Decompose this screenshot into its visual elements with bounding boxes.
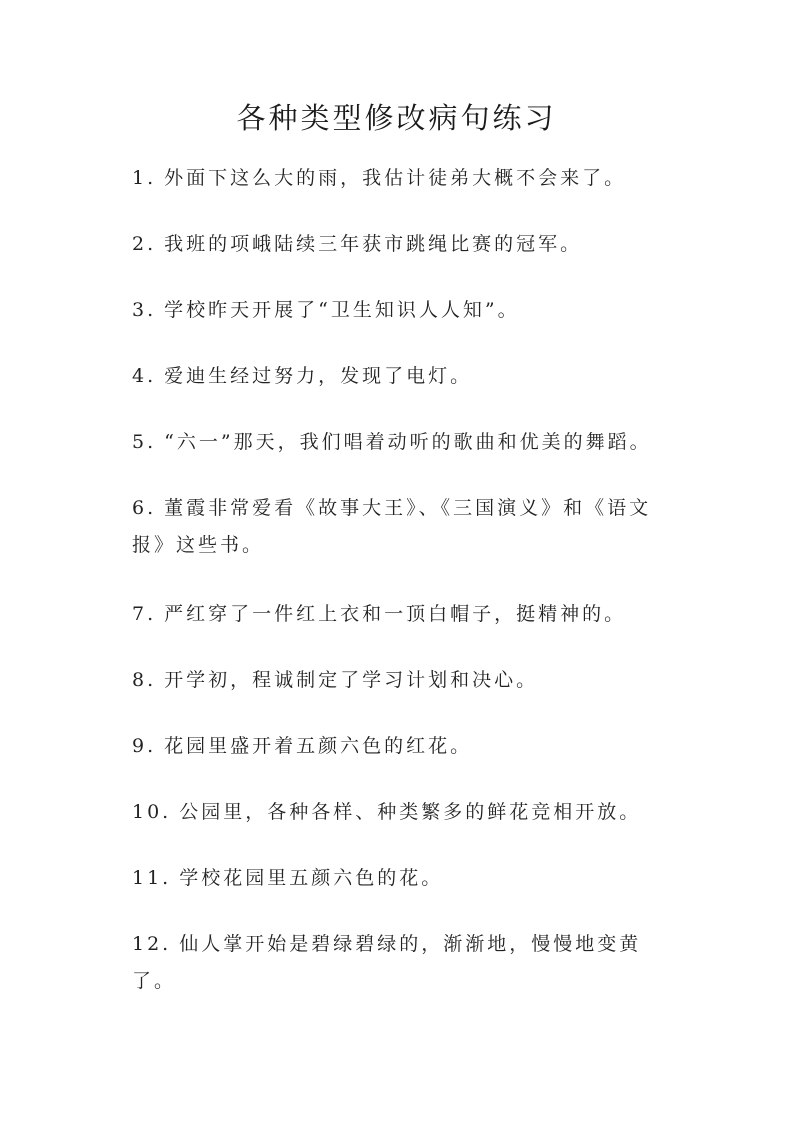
question-number: 10.: [132, 801, 172, 823]
question-text: “六一”那天，我们唱着动听的歌曲和优美的舞蹈。: [164, 431, 652, 453]
question-number: 2.: [132, 233, 157, 255]
question-item: [132, 424, 672, 461]
question-item: [132, 358, 672, 395]
question-item: [132, 662, 672, 699]
question-item: [132, 926, 672, 1000]
question-text: 公园里，各种各样、种类繁多的鲜花竞相开放。: [179, 801, 642, 823]
question-number: 4.: [132, 365, 157, 387]
question-text: 学校昨天开展了“卫生知识人人知”。: [164, 299, 520, 321]
question-text: 爱迪生经过努力，发现了电灯。: [164, 365, 473, 387]
question-text: 学校花园里五颜六色的花。: [179, 867, 444, 889]
question-item: [132, 490, 672, 564]
question-item: [132, 860, 672, 897]
question-text: 我班的项峨陆续三年获市跳绳比赛的冠军。: [164, 233, 583, 255]
question-item: [132, 292, 672, 329]
question-item: [132, 596, 672, 633]
question-text: 严红穿了一件红上衣和一顶白帽子，挺精神的。: [164, 603, 627, 625]
question-number: 11.: [132, 867, 172, 889]
question-number: 8.: [132, 669, 157, 691]
question-text: 开学初，程诚制定了学习计划和决心。: [164, 669, 539, 691]
question-item: [132, 794, 672, 831]
question-number: 6.: [132, 497, 157, 519]
question-number: 3.: [132, 299, 157, 321]
question-number: 5.: [132, 431, 157, 453]
question-text: 董霞非常爱看《故事大王》、《三国演义》和《语文报》这些书。: [132, 497, 652, 556]
question-number: 12.: [132, 933, 172, 955]
question-text: 外面下这么大的雨，我估计徒弟大概不会来了。: [164, 167, 627, 189]
question-number: 9.: [132, 735, 157, 757]
question-number: 1.: [132, 167, 157, 189]
question-text: 仙人掌开始是碧绿碧绿的，渐渐地，慢慢地变黄了。: [132, 933, 642, 992]
question-item: [132, 160, 672, 197]
question-item: [132, 728, 672, 765]
page-title: 各种类型修改病句练习: [236, 101, 557, 135]
question-item: [132, 226, 672, 263]
question-text: 花园里盛开着五颜六色的红花。: [164, 735, 473, 757]
question-number: 7.: [132, 603, 157, 625]
